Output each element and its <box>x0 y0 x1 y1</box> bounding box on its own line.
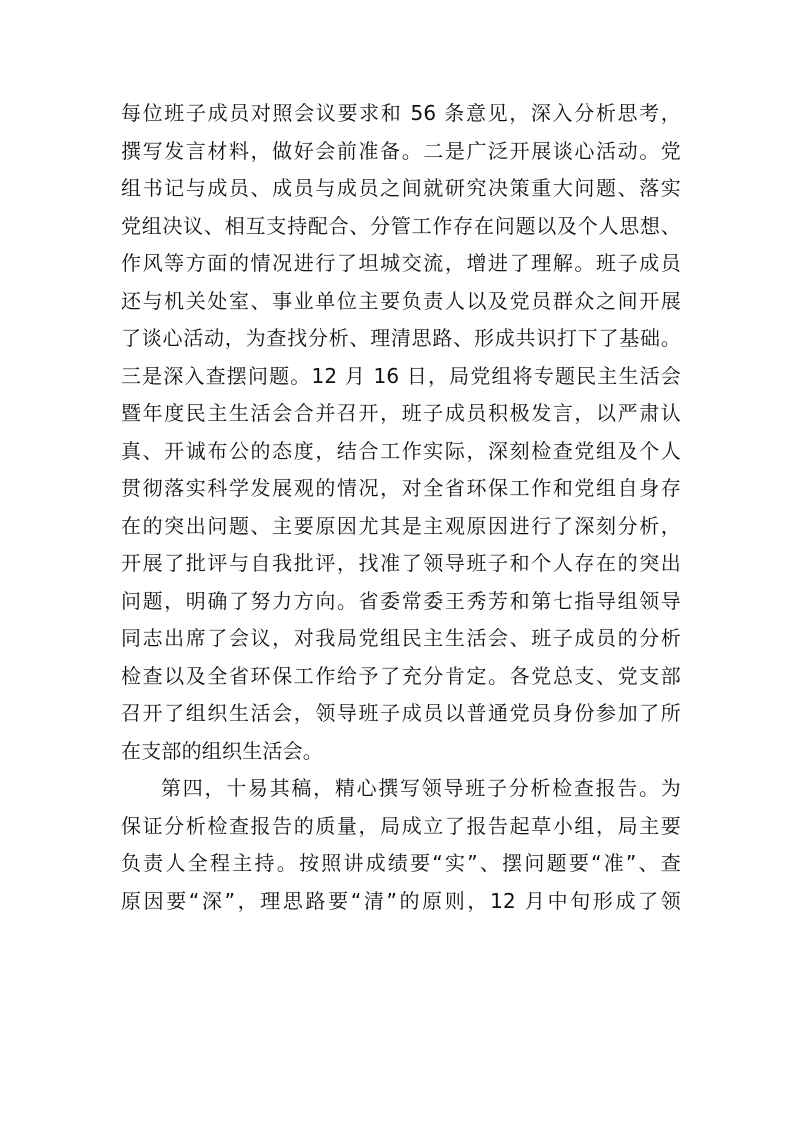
text-line: 同志出席了会议，对我局党组民主生活会、班子成员的分析 <box>121 626 681 650</box>
text-line: 真、开诚布公的态度，结合工作实际，深刻检查党组及个人 <box>121 438 681 463</box>
text-line: 检查以及全省环保工作给予了充分肯定。各党总支、党支部 <box>121 663 681 688</box>
text-line: 作风等方面的情况进行了坦城交流，增进了理解。班子成员 <box>121 251 681 275</box>
document-body <box>121 95 681 920</box>
text-line: 开展了批评与自我批评，找准了领导班子和个人存在的突出 <box>121 551 681 575</box>
text-line: 保证分析检查报告的质量，局成立了报告起草小组，局主要 <box>121 813 681 838</box>
text-line: 了谈心活动，为查找分析、理清思路、形成共识打下了基础。 <box>121 326 681 350</box>
text-line: 还与机关处室、事业单位主要负责人以及党员群众之间开展 <box>121 288 681 313</box>
text-line: 三是深入查摆问题。12 月 16 日，局党组将专题民主生活会 <box>121 363 681 388</box>
text-line: 每位班子成员对照会议要求和 56 条意见，深入分析思考， <box>121 101 681 125</box>
text-line: 在支部的组织生活会。 <box>121 738 323 763</box>
text-line: 暨年度民主生活会合并召开，班子成员积极发言，以严肃认 <box>121 401 681 425</box>
text-line: 召开了组织生活会，领导班子成员以普通党员身份参加了所 <box>121 701 681 725</box>
text-line: 原因要“深”，理思路要“清”的原则，12 月中旬形成了领 <box>121 888 681 913</box>
text-line: 组书记与成员、成员与成员之间就研究决策重大问题、落实 <box>121 176 681 200</box>
text-line: 贯彻落实科学发展观的情况，对全省环保工作和党组自身存 <box>121 476 681 500</box>
text-line: 撰写发言材料，做好会前准备。二是广泛开展谈心活动。党 <box>121 138 681 163</box>
text-line: 党组决议、相互支持配合、分管工作存在问题以及个人思想、 <box>121 213 681 238</box>
text-line: 负责人全程主持。按照讲成绩要“实”、摆问题要“准”、查 <box>121 851 681 875</box>
text-line: 第四，十易其稿，精心撰写领导班子分析检查报告。为 <box>161 776 681 800</box>
text-line: 在的突出问题、主要原因尤其是主观原因进行了深刻分析， <box>121 513 681 538</box>
text-line: 问题，明确了努力方向。省委常委王秀芳和第七指导组领导 <box>121 588 681 613</box>
